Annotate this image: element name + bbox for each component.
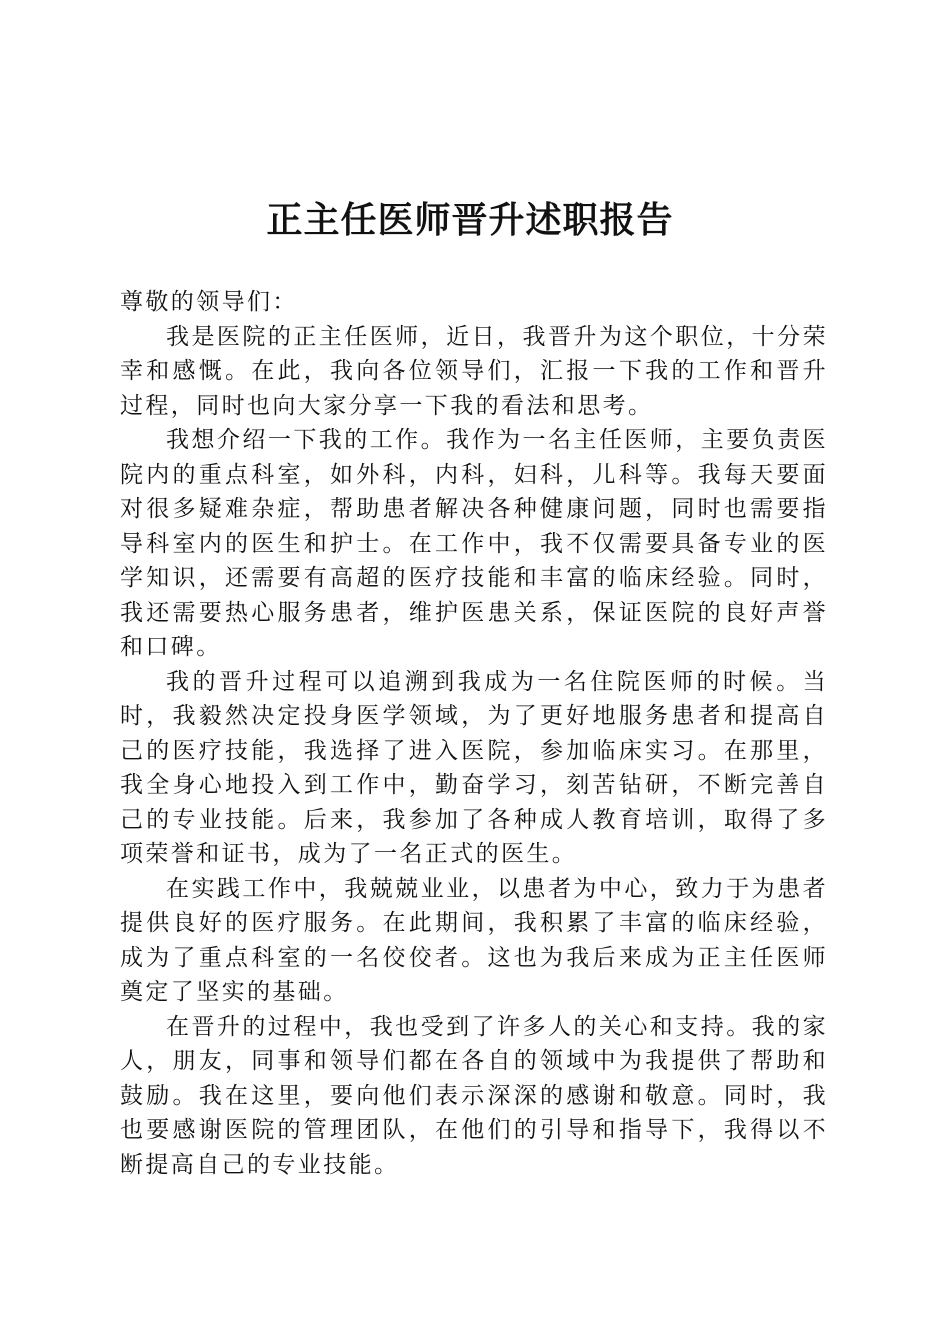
paragraph: 我是医院的正主任医师，近日，我晋升为这个职位，十分荣幸和感慨。在此，我向各位领导们，汇报一下我的工作和晋升过程，同时也向大家分享一下我的看法和思考。 xyxy=(120,323,828,419)
salutation: 尊敬的领导们： xyxy=(120,289,298,315)
paragraph: 我想介绍一下我的工作。我作为一名主任医师，主要负责医院内的重点科室，如外科，内科，妇科，儿科等。我每天要面对很多疑难杂症，帮助患者解决各种健康问题，同时也需要指导科室内的医生和护士。在工作中，我不仅需要具备专业的医学知识，还需要有高超的医疗技能和丰富的临床经验。同时，我还需要热心服务患者，维护医患关系，保证医院的良好声誉和口碑。 xyxy=(120,427,828,660)
paragraph: 在晋升的过程中，我也受到了许多人的关心和支持。我的家人，朋友，同事和领导们都在各自的领域中为我提供了帮助和鼓励。我在这里，要向他们表示深深的感谢和敬意。同时，我也要感谢医院的管理团队，在他们的引导和指导下，我得以不断提高自己的专业技能。 xyxy=(120,1013,828,1178)
paragraph: 我的晋升过程可以追溯到我成为一名住院医师的时候。当时，我毅然决定投身医学领域，为了更好地服务患者和提高自己的医疗技能，我选择了进入医院，参加临床实习。在那里，我全身心地投入到工作中，勤奋学习，刻苦钻研，不断完善自己的专业技能。后来，我参加了各种成人教育培训，取得了多项荣誉和证书，成为了一名正式的医生。 xyxy=(120,668,828,867)
document-title: 正主任医师晋升述职报告 xyxy=(266,199,674,241)
paragraph: 在实践工作中，我兢兢业业，以患者为中心，致力于为患者提供良好的医疗服务。在此期间，我积累了丰富的临床经验，成为了重点科室的一名佼佼者。这也为我后来成为正主任医师奠定了坚实的基础。 xyxy=(120,875,828,1005)
document-body xyxy=(120,285,828,1182)
